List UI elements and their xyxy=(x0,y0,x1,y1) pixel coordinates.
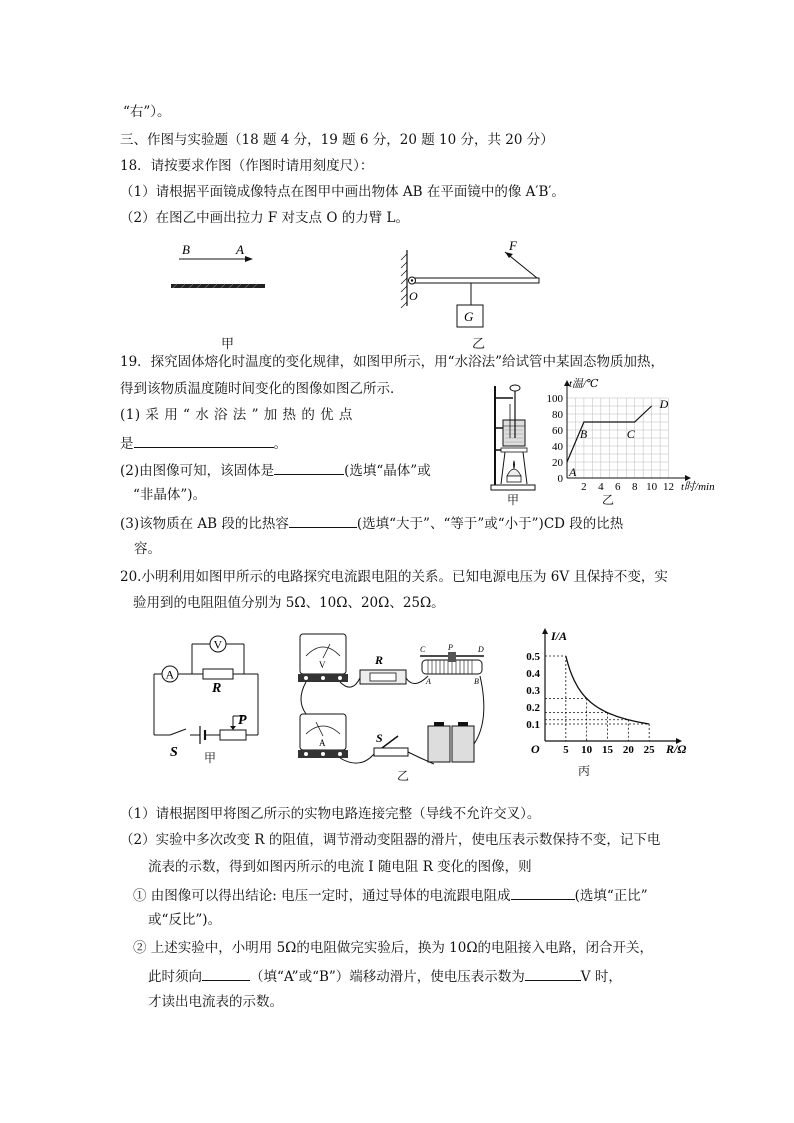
rheostat-P-label: P xyxy=(448,643,453,652)
caption-20-bing: 丙 xyxy=(578,764,591,778)
question-19-1: (1) 采 用 “ 水 浴 法 ” 加 热 的 优 点 xyxy=(120,407,353,423)
y-axis-arrow xyxy=(542,628,548,634)
text: 是 xyxy=(120,436,134,452)
resistor-label: R xyxy=(212,681,222,696)
question-20-2-line2: 流表的示数，得到如图丙所示的电流 I 随电阻 R 变化的图像，则 xyxy=(148,859,532,875)
x-tick-label: 15 xyxy=(602,744,613,756)
origin-label: O xyxy=(531,742,540,756)
question-19-3 xyxy=(120,513,623,533)
answer-blank-19-3[interactable] xyxy=(289,513,357,528)
rheostat-C-label: C xyxy=(420,645,426,654)
y-tick-label: 0.2 xyxy=(526,702,540,714)
question-20-2-2b xyxy=(148,966,622,986)
text: (选填“正比” xyxy=(574,888,648,904)
x-tick-label: 5 xyxy=(563,744,569,756)
point-label: C xyxy=(626,427,635,441)
text: (3)该物质在 AB 段的比热容 xyxy=(120,516,289,532)
text-line: “右”）。 xyxy=(123,104,171,120)
y-tick-label: 60 xyxy=(552,425,563,437)
ammeter-label: A xyxy=(319,738,326,748)
answer-blank-19-2[interactable] xyxy=(274,460,344,475)
x-tick-label: 4 xyxy=(598,481,604,493)
y-tick-label: 0.5 xyxy=(526,651,540,663)
y-tick-label: 0.4 xyxy=(526,668,540,680)
text: （填“A”或“B”）端移动滑片，使电压表示数为 xyxy=(250,969,525,985)
caption-20-jia: 甲 xyxy=(204,751,217,765)
x-axis-label: t时/min xyxy=(681,481,715,493)
question-20-2-1 xyxy=(133,885,648,905)
question-19-2 xyxy=(120,460,431,480)
text: (2)由图像可知，该固体是 xyxy=(120,463,275,479)
text: 此时须向 xyxy=(148,969,202,985)
question-19-3b: 容。 xyxy=(134,541,161,557)
label-F: F xyxy=(509,238,517,253)
x-tick-label: 6 xyxy=(615,481,621,493)
resistor-label: R xyxy=(375,653,384,667)
x-tick-label: 10 xyxy=(581,744,593,756)
rheostat-B-label: B xyxy=(474,677,479,686)
figure-19-jia-apparatus xyxy=(485,380,545,495)
x-tick-label: 8 xyxy=(631,481,638,493)
y-tick-label: 80 xyxy=(552,409,563,421)
label-O: O xyxy=(409,289,418,303)
switch-label: S xyxy=(376,731,383,745)
y-tick-label: 20 xyxy=(552,457,563,469)
question-19-1-answer-line xyxy=(120,433,287,453)
caption-yi: 乙 xyxy=(472,337,486,352)
question-19-line2: 得到该物质温度随时间变化的图像如图乙所示． xyxy=(120,381,404,397)
caption-19-yi: 乙 xyxy=(602,493,615,507)
question-19-line1: 19．探究固体熔化时温度的变化规律，如图甲所示，用“水浴法”给试管中某固态物质加热， xyxy=(120,354,664,370)
figure-18-jia xyxy=(165,240,285,300)
text: 。 xyxy=(273,436,287,452)
label-B: B xyxy=(182,242,190,257)
label-G: G xyxy=(464,309,474,324)
ammeter-label: A xyxy=(165,667,175,682)
figure-20-bing-chart xyxy=(515,628,700,763)
y-tick-label: 0.1 xyxy=(526,719,540,731)
y-tick-label: 100 xyxy=(546,393,563,405)
y-tick-label: 0.3 xyxy=(526,685,540,697)
switch-label: S xyxy=(170,745,178,760)
point-label: B xyxy=(579,427,588,441)
voltmeter-label: V xyxy=(213,637,223,652)
question-20-2-2: ② 上述实验中，小明用 5Ω的电阻做完实验后，换为 10Ω的电阻接入电路，闭合开关， xyxy=(133,940,654,956)
mirror-surface xyxy=(171,284,265,288)
x-tick-label: 12 xyxy=(663,481,675,493)
answer-blank-19-1[interactable] xyxy=(134,433,274,448)
y-axis-label: I/A xyxy=(551,629,568,643)
y-tick-label: 0 xyxy=(557,473,563,485)
x-tick-label: 2 xyxy=(581,481,587,493)
question-20-line1: 20.小明利用如图甲所示的电路探究电流跟电阻的关系。已知电源电压为 6V 且保持不变，实 xyxy=(120,569,668,585)
text: (选填“大于”、“等于”或“小于”)CD 段的比热 xyxy=(356,516,624,532)
question-18-1: （1）请根据平面镜成像特点在图甲中画出物体 AB 在平面镜中的像 A′B′。 xyxy=(120,184,565,200)
y-axis-label: t温/℃ xyxy=(569,378,599,390)
label-A: A xyxy=(236,242,244,257)
rheostat-A-label: A xyxy=(426,677,431,686)
question-19-2b: “非晶体”)。 xyxy=(133,487,207,503)
y-tick-label: 40 xyxy=(552,441,563,453)
point-label: D xyxy=(659,397,669,411)
answer-blank-20-2-2a[interactable] xyxy=(202,966,250,981)
text: (选填“晶体”或 xyxy=(344,463,431,479)
text: V 时， xyxy=(580,969,622,985)
question-18: 18．请按要求作图（作图时请用刻度尺）： xyxy=(120,158,374,174)
x-tick-label: 25 xyxy=(643,744,655,756)
figure-19-yi-chart xyxy=(540,377,715,493)
figure-20-jia-circuit xyxy=(148,630,268,760)
figure-18-yi xyxy=(395,238,555,333)
caption-jia: 甲 xyxy=(221,337,235,352)
figure-20-yi-physical-circuit xyxy=(290,630,505,780)
x-tick-label: 20 xyxy=(622,744,634,756)
question-20-2-1b: 或“反比”)。 xyxy=(148,912,222,928)
question-20-line2: 验用到的电阻阻值分别为 5Ω、10Ω、20Ω、25Ω。 xyxy=(133,595,445,611)
section-heading: 三、作图与实验题（18 题 4 分，19 题 6 分，20 题 10 分，共 20 分） xyxy=(120,132,554,148)
question-20-2-line1: （2）实验中多次改变 R 的阻值，调节滑动变阻器的滑片，使电压表示数保持不变，记下电 xyxy=(120,832,661,848)
question-18-2: （2）在图乙中画出拉力 F 对支点 O 的力臂 L。 xyxy=(120,210,409,226)
text: ① 由图像可以得出结论: 电压一定时，通过导体的电流跟电阻成 xyxy=(133,888,511,904)
x-tick-label: 10 xyxy=(646,481,658,493)
slider-label: P xyxy=(238,713,247,728)
point-label: A xyxy=(569,465,577,479)
answer-blank-20-2-2b[interactable] xyxy=(525,966,581,981)
rheostat-D-label: D xyxy=(478,645,484,654)
caption-20-yi: 乙 xyxy=(397,769,410,783)
x-axis-label: R/Ω xyxy=(666,742,687,756)
answer-blank-20-2-1[interactable] xyxy=(511,885,575,900)
question-20-1: （1）请根据图甲将图乙所示的实物电路连接完整（导线不允许交叉）。 xyxy=(120,806,541,822)
voltmeter-label: V xyxy=(319,660,326,670)
caption-19-jia: 甲 xyxy=(507,493,520,507)
question-20-2-2c: 才读出电流表的示数。 xyxy=(148,994,283,1010)
